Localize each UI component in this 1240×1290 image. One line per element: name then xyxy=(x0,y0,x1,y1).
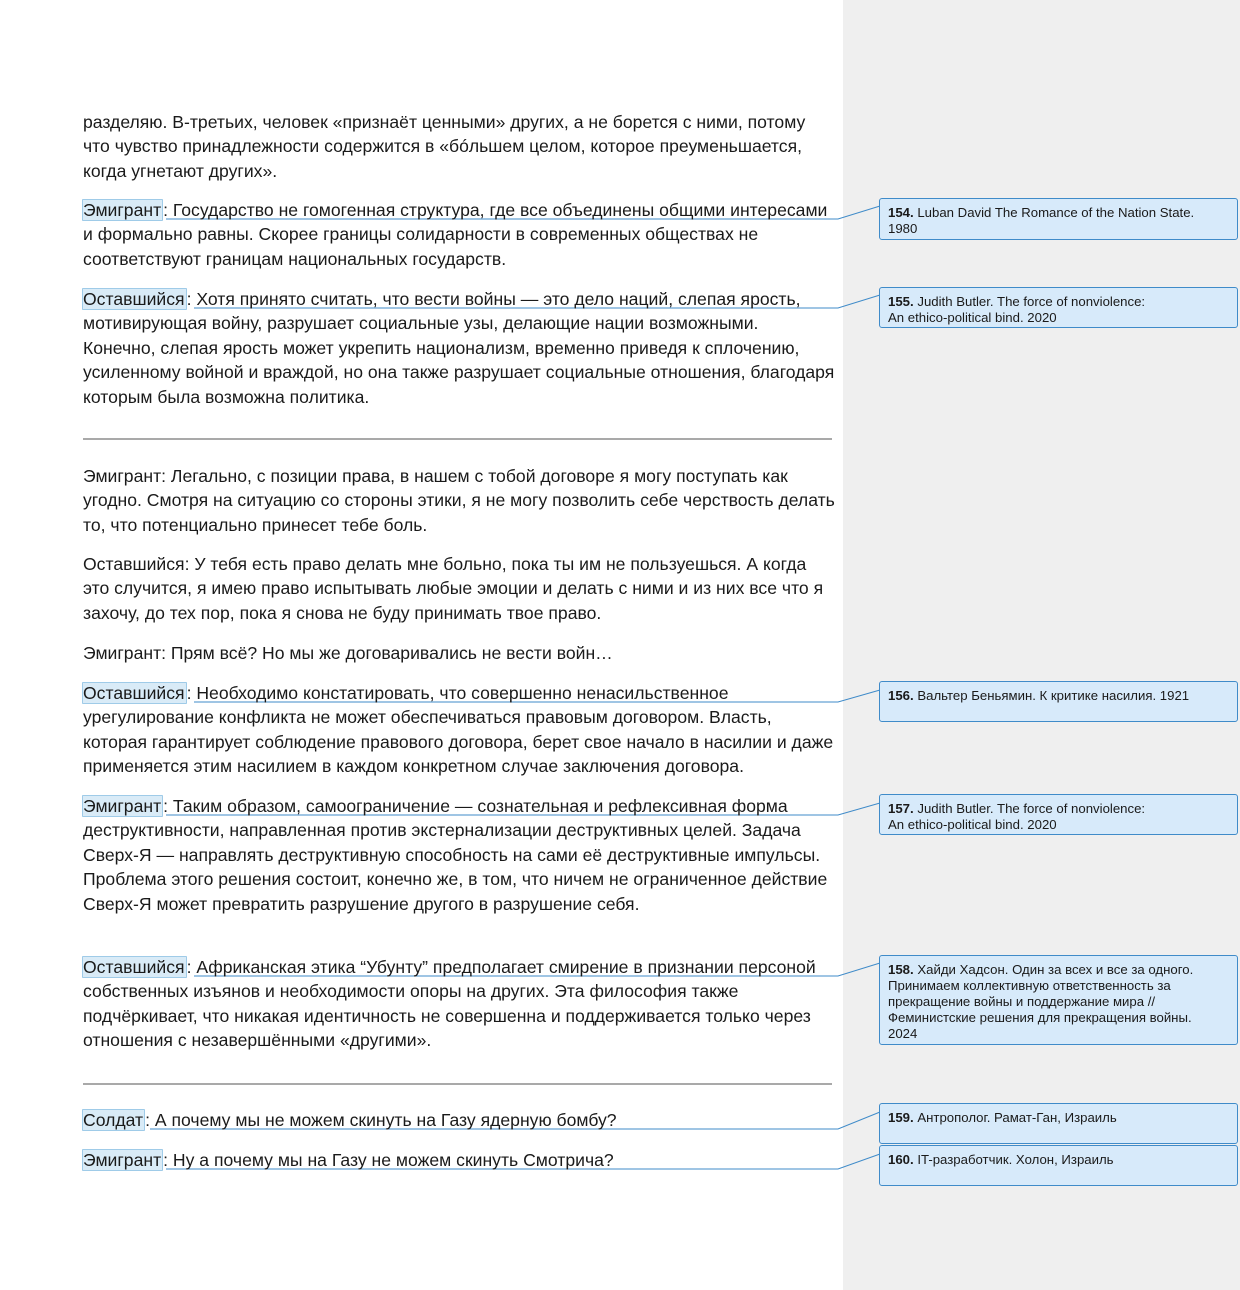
paragraph xyxy=(83,110,835,183)
speaker-label[interactable]: Оставшийся xyxy=(83,957,185,977)
paragraph xyxy=(83,681,835,779)
comment-text: Judith Butler. The force of nonviolence: An ethico-political bind. 2020 xyxy=(888,801,1146,832)
paragraph xyxy=(83,552,835,625)
comment-number: 158. xyxy=(888,962,914,977)
paragraph-text: : А почему мы не можем скинуть на Газу ядерную бомбу? xyxy=(145,1110,617,1130)
paragraph xyxy=(83,1148,835,1172)
speaker-label[interactable]: Эмигрант xyxy=(83,796,162,816)
comment-number: 156. xyxy=(888,688,914,703)
paragraph xyxy=(83,1108,835,1132)
paragraph-text: : Таким образом, самоограничение — сознательная и рефлексивная форма деструктивности, направленная против экстернализации деструктивных целей. Задача Сверх-Я — направлять деструктивную способность на сами её деструктивные импульсы. Проблема этого решения состоит, конечно же, в том, что ничем не ограниченное действие Сверх-Я может превратить разрушение другого в разрушение себя. xyxy=(83,796,828,914)
speaker-label[interactable]: Солдат xyxy=(83,1110,144,1130)
comment-number: 160. xyxy=(888,1152,914,1167)
comment-balloon[interactable] xyxy=(879,1103,1238,1144)
comment-balloon[interactable] xyxy=(879,681,1238,722)
comment-balloon[interactable] xyxy=(879,1145,1238,1186)
paragraph xyxy=(83,287,835,409)
section-divider xyxy=(83,1083,832,1085)
paragraph xyxy=(83,955,835,1053)
paragraph-text: : Хотя принято считать, что вести войны — это дело наций, слепая ярость, мотивирующая войну, разрушает социальные узы, делающие нации возможными. Конечно, слепая ярость может укрепить национализм, временно приведя к сплочению, усиленному войной и враждой, но она также разрушает социальные отношения, благодаря которым была возможна политика. xyxy=(83,289,835,407)
paragraph-text: : Необходимо констатировать, что совершенно ненасильственное урегулирование конфликта не может обеспечиваться правовым договором. Власть, которая гарантирует соблюдение правового договора, берет свое начало в насилии и даже применяется этим насилием в каждом конкретном случае заключения договора. xyxy=(83,683,834,777)
paragraph xyxy=(83,464,835,537)
comment-number: 154. xyxy=(888,205,914,220)
comment-text: Вальтер Беньямин. К критике насилия. 1921 xyxy=(917,688,1190,703)
paragraph-text: Эмигрант: Прям всё? Но мы же договаривались не вести войн… xyxy=(83,643,613,663)
comment-text: IT-разработчик. Холон, Израиль xyxy=(917,1152,1114,1167)
comment-number: 159. xyxy=(888,1110,914,1125)
speaker-label[interactable]: Оставшийся xyxy=(83,289,185,309)
comment-number: 155. xyxy=(888,294,914,309)
paragraph-text: Эмигрант: Легально, с позиции права, в нашем с тобой договоре я могу поступать как угодно. Смотря на ситуацию со стороны этики, я не могу позволить себе черствость делать то, что потенциально принесет тебе боль. xyxy=(83,466,835,535)
speaker-label[interactable]: Эмигрант xyxy=(83,1150,162,1170)
paragraph xyxy=(83,794,835,916)
comment-number: 157. xyxy=(888,801,914,816)
comment-margin xyxy=(843,0,1240,1290)
paragraph-text: : Африканская этика “Убунту” предполагает смирение в признании персоной собственных изъянов и необходимости опоры на других. Эта философия также подчёркивает, что никакая идентичность не совершенна и поддерживается только через отношения с незавершёнными «другими». xyxy=(83,957,816,1051)
comment-balloon[interactable] xyxy=(879,955,1238,1045)
paragraph-text: Оставшийся: У тебя есть право делать мне больно, пока ты им не пользуешься. А когда это случится, я имею право испытывать любые эмоции и делать с ними и из них все что я захочу, до тех пор, пока я снова не буду принимать твое право. xyxy=(83,554,824,623)
paragraph-text: : Ну а почему мы на Газу не можем скинуть Смотрича? xyxy=(163,1150,614,1170)
comment-balloon[interactable] xyxy=(879,287,1238,328)
section-divider xyxy=(83,438,832,440)
comment-text: Judith Butler. The force of nonviolence: An ethico-political bind. 2020 xyxy=(888,294,1146,325)
paragraph xyxy=(83,641,835,665)
paragraph xyxy=(83,198,835,271)
paragraph-text: разделяю. В-третьих, человек «признаёт ценными» других, а не борется с ними, потому что чувство принадлежности содержится в «бóльшем целом, которое преуменьшается, когда угнетают других». xyxy=(83,112,806,181)
speaker-label[interactable]: Оставшийся xyxy=(83,683,185,703)
comment-text: Антрополог. Рамат-Ган, Израиль xyxy=(917,1110,1117,1125)
comment-text: Luban David The Romance of the Nation State. 1980 xyxy=(888,205,1195,236)
paragraph-text: : Государство не гомогенная структура, где все объединены общими интересами и формально равны. Скорее границы солидарности в современных обществах не соответствуют границам национальных государств. xyxy=(83,200,828,269)
speaker-label[interactable]: Эмигрант xyxy=(83,200,162,220)
comment-text: Хайди Хадсон. Один за всех и все за одного. Принимаем коллективную ответственность за прекращение войны и поддержание мира // Феминистские решения для прекращения войны. 2024 xyxy=(888,962,1194,1041)
comment-balloon[interactable] xyxy=(879,794,1238,835)
comment-balloon[interactable] xyxy=(879,198,1238,240)
